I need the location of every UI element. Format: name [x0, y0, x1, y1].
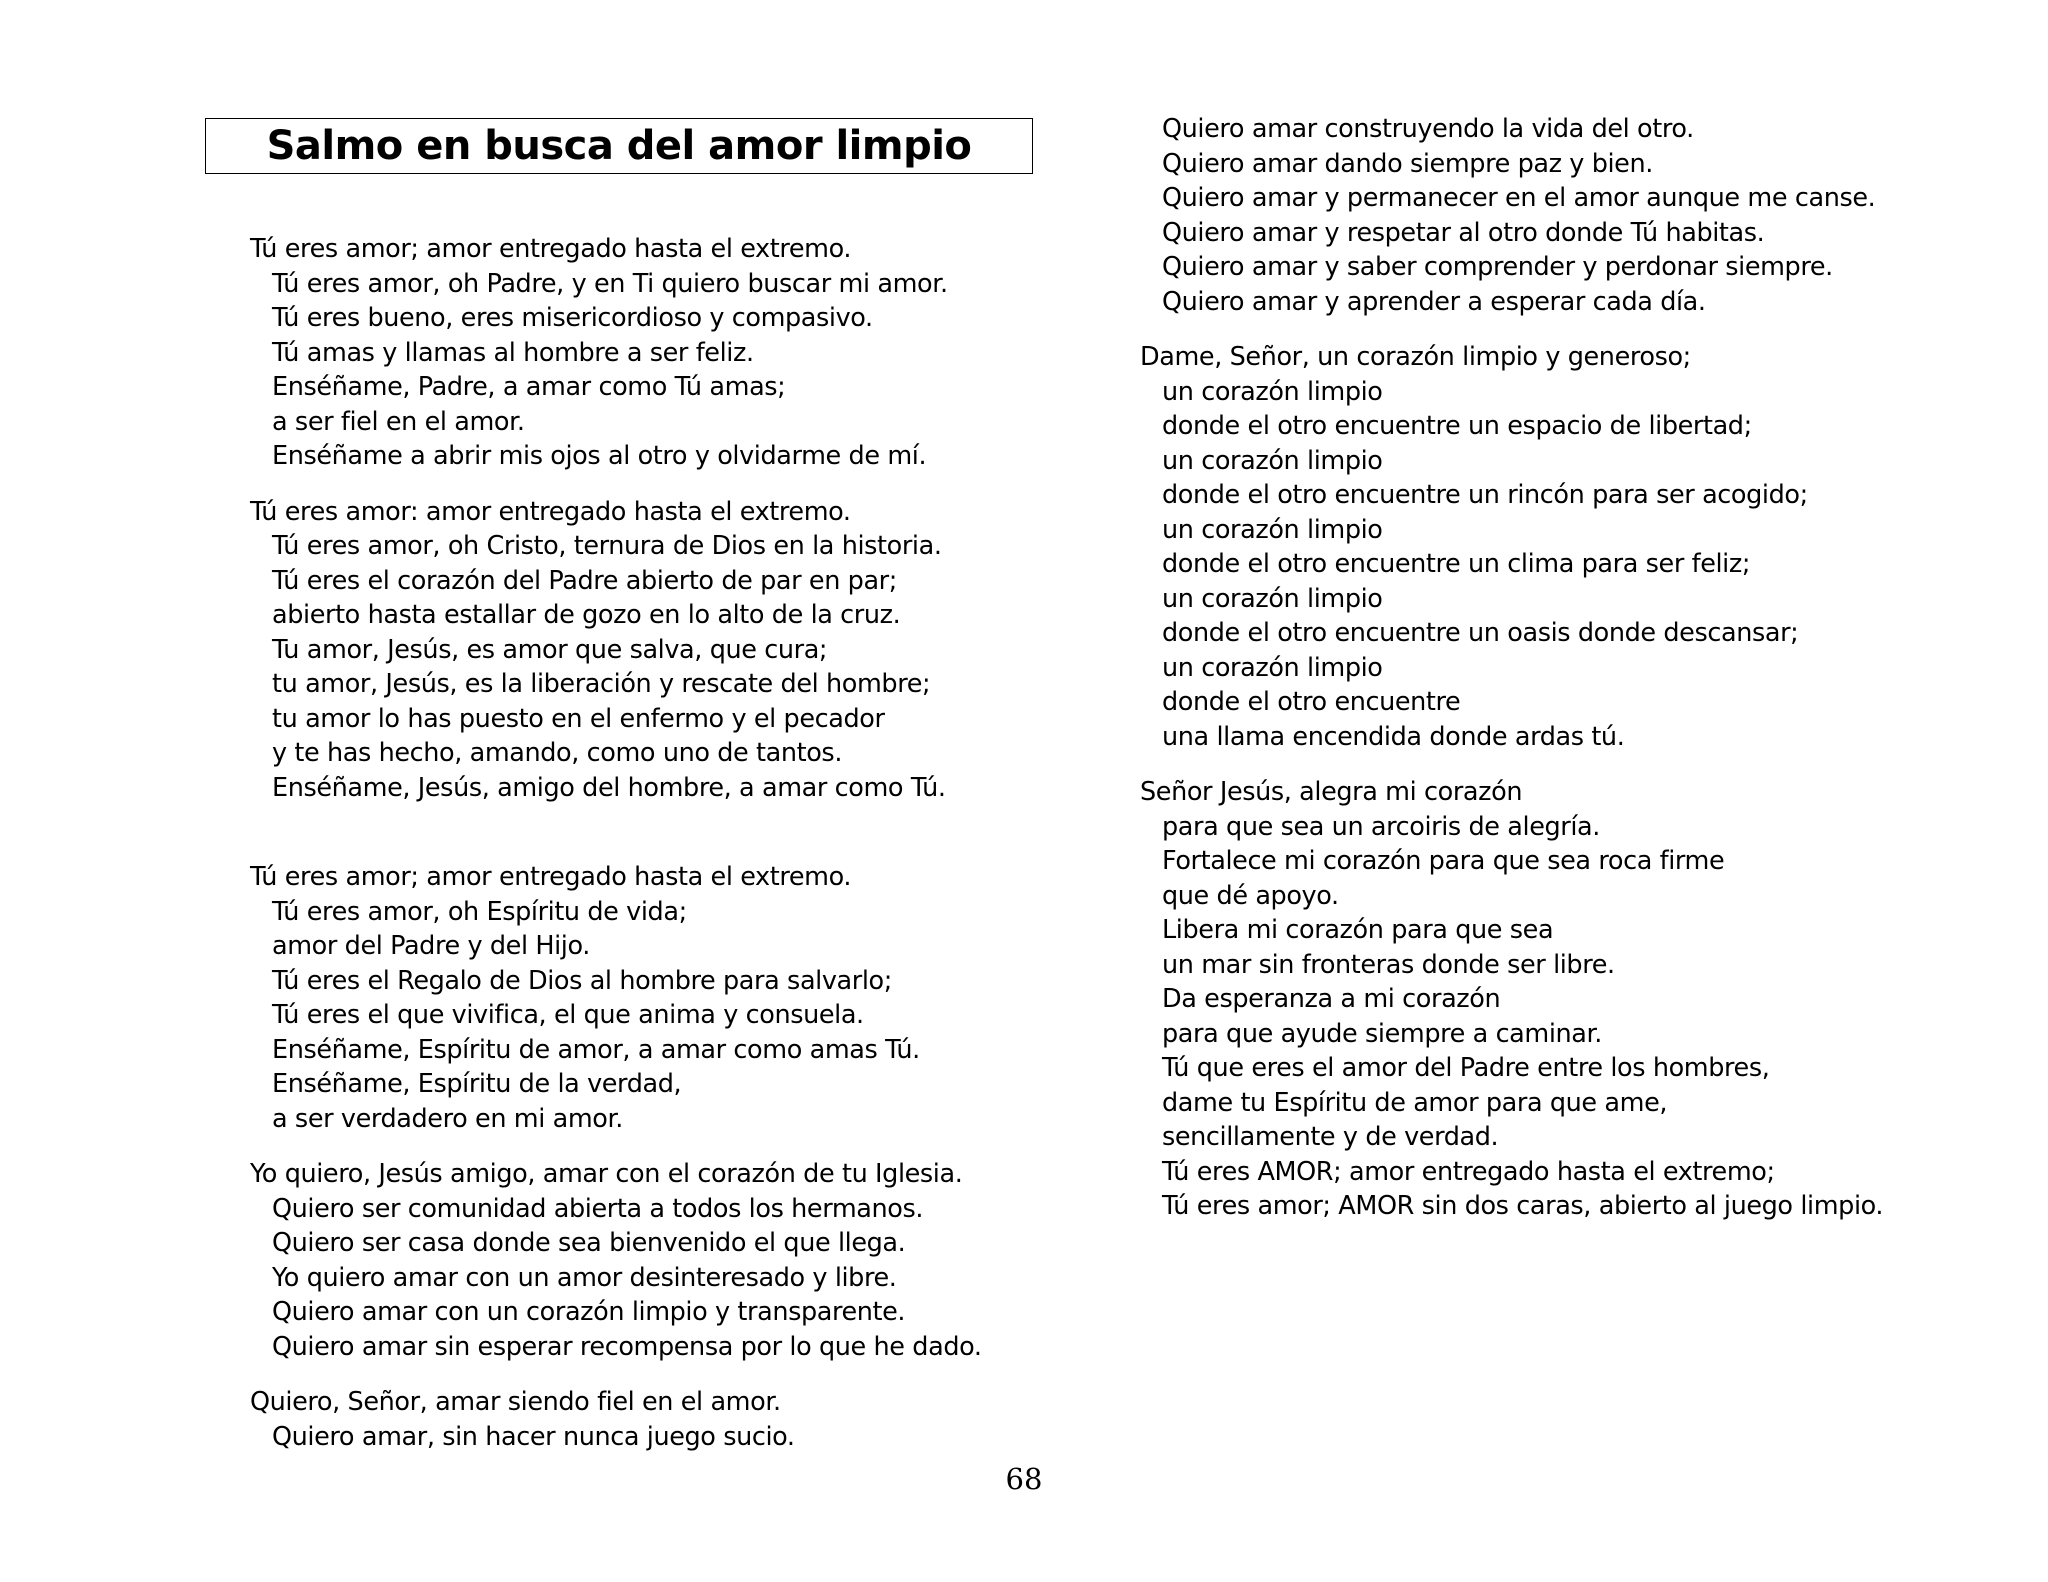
verse-line: Yo quiero amar con un amor desinteresado y libre.: [272, 1262, 897, 1293]
page-number: 68: [1005, 1462, 1043, 1496]
stanza: [250, 232, 982, 474]
verse-line: Quiero amar con un corazón limpio y transparente.: [272, 1297, 906, 1327]
verse-line: un corazón limpio: [1162, 376, 1383, 407]
verse-line: donde el otro encuentre un oasis donde descansar;: [1162, 618, 1799, 648]
verse-line: Tú amas y llamas al hombre a ser feliz.: [272, 337, 754, 368]
verse-line: Tú eres AMOR; amor entregado hasta el extremo;: [1162, 1156, 1775, 1187]
stanza: [1140, 775, 1883, 1224]
verse-line: para que ayude siempre a caminar.: [1162, 1018, 1602, 1049]
verse-line: Libera mi corazón para que sea: [1162, 915, 1554, 945]
verse-line: Quiero amar y aprender a esperar cada día.: [1162, 286, 1706, 317]
verse-line: Tú eres el que vivifica, el que anima y consuela.: [272, 1000, 864, 1030]
left-column: [250, 232, 982, 1475]
verse-line: Fortalece mi corazón para que sea roca firme: [1162, 846, 1725, 876]
stanza: [250, 860, 982, 1136]
verse-line: Tú eres bueno, eres misericordioso y compasivo.: [272, 303, 873, 333]
verse-line: Quiero amar dando siempre paz y bien.: [1162, 148, 1653, 179]
verse-line: Quiero amar construyendo la vida del otro.: [1162, 114, 1694, 144]
stanza: [1140, 340, 1883, 754]
verse-line: Enséñame a abrir mis ojos al otro y olvidarme de mí.: [272, 441, 927, 471]
verse-line: un mar sin fronteras donde ser libre.: [1162, 949, 1615, 980]
verse-line: donde el otro encuentre un espacio de libertad;: [1162, 411, 1752, 441]
verse-line: a ser verdadero en mi amor.: [272, 1103, 623, 1134]
verse-line: Yo quiero, Jesús amigo, amar con el corazón de tu Iglesia.: [250, 1159, 963, 1189]
verse-line: Tú eres amor, oh Padre, y en Ti quiero buscar mi amor.: [272, 268, 948, 299]
verse-line: tu amor lo has puesto en el enfermo y el pecador: [272, 703, 885, 734]
verse-line: Quiero amar y saber comprender y perdonar siempre.: [1162, 252, 1833, 282]
verse-line: donde el otro encuentre un clima para ser feliz;: [1162, 549, 1751, 579]
verse-line: tu amor, Jesús, es la liberación y rescate del hombre;: [272, 669, 931, 699]
stanza: [250, 1385, 982, 1454]
verse-line: un corazón limpio: [1162, 652, 1383, 683]
verse-line: que dé apoyo.: [1162, 880, 1339, 911]
verse-line: un corazón limpio: [1162, 445, 1383, 476]
verse-line: Tú eres amor; amor entregado hasta el extremo.: [250, 862, 852, 892]
verse-line: Tú eres amor; amor entregado hasta el extremo.: [250, 234, 852, 264]
verse-line: a ser fiel en el amor.: [272, 406, 525, 437]
verse-line: Enséñame, Padre, a amar como Tú amas;: [272, 372, 786, 402]
stanza: [250, 495, 982, 806]
verse-line: Tu amor, Jesús, es amor que salva, que cura;: [272, 634, 828, 665]
verse-line: Da esperanza a mi corazón: [1162, 984, 1501, 1014]
right-column: [1140, 112, 1883, 1245]
verse-line: sencillamente y de verdad.: [1162, 1122, 1499, 1152]
verse-line: donde el otro encuentre: [1162, 687, 1461, 717]
verse-line: Tú que eres el amor del Padre entre los hombres,: [1162, 1053, 1770, 1083]
verse-line: para que sea un arcoiris de alegría.: [1162, 811, 1600, 842]
verse-line: una llama encendida donde ardas tú.: [1162, 721, 1625, 752]
stanza: [250, 1157, 982, 1364]
verse-line: abierto hasta estallar de gozo en lo alto de la cruz.: [272, 600, 901, 630]
verse-line: un corazón limpio: [1162, 583, 1383, 614]
verse-line: Quiero ser casa donde sea bienvenido el que llega.: [272, 1228, 906, 1258]
verse-line: Quiero ser comunidad abierta a todos los hermanos.: [272, 1193, 924, 1224]
verse-line: Enséñame, Espíritu de la verdad,: [272, 1069, 682, 1099]
verse-line: Quiero amar y respetar al otro donde Tú habitas.: [1162, 217, 1765, 248]
verse-line: Tú eres el corazón del Padre abierto de par en par;: [272, 565, 897, 596]
verse-line: Tú eres amor, oh Cristo, ternura de Dios en la historia.: [272, 531, 942, 561]
verse-line: amor del Padre y del Hijo.: [272, 931, 590, 961]
verse-line: Dame, Señor, un corazón limpio y generoso;: [1140, 342, 1691, 372]
verse-line: Señor Jesús, alegra mi corazón: [1140, 777, 1523, 807]
verse-line: Tú eres el Regalo de Dios al hombre para salvarlo;: [272, 965, 892, 996]
verse-line: Tú eres amor; AMOR sin dos caras, abierto al juego limpio.: [1162, 1191, 1884, 1221]
verse-line: donde el otro encuentre un rincón para ser acogido;: [1162, 480, 1808, 510]
page-title: Salmo en busca del amor limpio: [266, 123, 972, 169]
stanza: [1140, 112, 1883, 319]
verse-line: y te has hecho, amando, como uno de tantos.: [272, 738, 843, 768]
verse-line: Quiero amar, sin hacer nunca juego sucio.: [272, 1421, 795, 1452]
verse-line: Tú eres amor, oh Espíritu de vida;: [272, 896, 687, 927]
verse-line: dame tu Espíritu de amor para que ame,: [1162, 1087, 1668, 1118]
verse-line: Tú eres amor: amor entregado hasta el extremo.: [250, 496, 851, 527]
verse-line: Quiero, Señor, amar siendo fiel en el amor.: [250, 1387, 781, 1417]
title-box: [205, 118, 1033, 174]
verse-line: Enséñame, Espíritu de amor, a amar como amas Tú.: [272, 1034, 920, 1065]
verse-line: Enséñame, Jesús, amigo del hombre, a amar como Tú.: [272, 772, 946, 803]
verse-line: Quiero amar y permanecer en el amor aunque me canse.: [1162, 183, 1876, 213]
verse-line: un corazón limpio: [1162, 514, 1383, 545]
verse-line: Quiero amar sin esperar recompensa por lo que he dado.: [272, 1331, 982, 1362]
